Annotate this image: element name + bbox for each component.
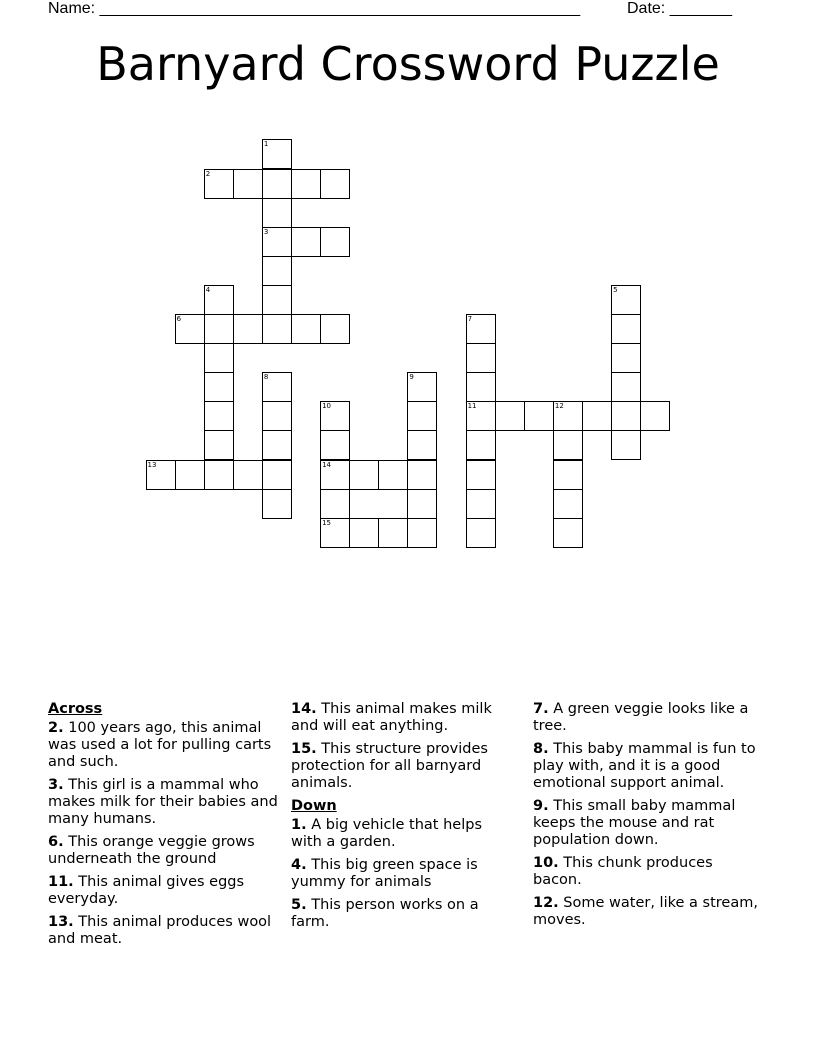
clue-number: 12 bbox=[554, 402, 564, 411]
grid-cell[interactable] bbox=[262, 256, 292, 286]
grid-cell[interactable] bbox=[611, 314, 641, 344]
across-clue-list bbox=[48, 720, 280, 948]
name-field: Name: ______________________________________________________ bbox=[48, 0, 581, 17]
grid-cell[interactable] bbox=[320, 314, 350, 344]
grid-cell[interactable] bbox=[466, 343, 496, 373]
clue-number-label: 2. bbox=[48, 720, 64, 736]
grid-cell[interactable] bbox=[466, 401, 496, 431]
grid-cell[interactable] bbox=[262, 227, 292, 257]
down-clue-list bbox=[291, 817, 517, 931]
grid-cell[interactable] bbox=[466, 518, 496, 548]
clue bbox=[48, 834, 280, 868]
clue-text: 100 years ago, this animal was used a lot for pulling carts and such. bbox=[48, 720, 272, 770]
grid-cell[interactable] bbox=[262, 372, 292, 402]
clue-number-label: 10. bbox=[533, 855, 559, 871]
clue-number-label: 6. bbox=[48, 834, 64, 850]
grid-cell[interactable] bbox=[611, 285, 641, 315]
clue-number-label: 7. bbox=[533, 701, 549, 717]
grid-cell[interactable] bbox=[262, 314, 292, 344]
clue-number: 11 bbox=[467, 402, 477, 411]
clue-text: This orange veggie grows underneath the ground bbox=[48, 834, 255, 867]
grid-cell[interactable] bbox=[611, 401, 641, 431]
grid-cell[interactable] bbox=[553, 460, 583, 490]
clue bbox=[533, 895, 763, 929]
clue-text: This structure provides protection for all barnyard animals. bbox=[291, 741, 488, 791]
grid-cell[interactable] bbox=[378, 518, 408, 548]
grid-cell[interactable] bbox=[407, 430, 437, 460]
grid-cell[interactable] bbox=[466, 430, 496, 460]
clue-number: 14 bbox=[322, 460, 332, 469]
clue bbox=[48, 777, 280, 828]
clue-number: 4 bbox=[205, 285, 211, 294]
clue-number: 13 bbox=[147, 460, 157, 469]
clue-number-label: 1. bbox=[291, 817, 307, 833]
grid-cell[interactable] bbox=[553, 401, 583, 431]
grid-cell[interactable] bbox=[204, 430, 234, 460]
grid-cell[interactable] bbox=[262, 198, 292, 228]
clue-number-label: 15. bbox=[291, 741, 317, 757]
grid-cell[interactable] bbox=[233, 460, 263, 490]
clue bbox=[291, 701, 517, 735]
clue-number-label: 9. bbox=[533, 798, 549, 814]
clue-number-label: 11. bbox=[48, 874, 74, 890]
grid-cell[interactable] bbox=[233, 169, 263, 199]
clue bbox=[533, 701, 763, 735]
clue-text: This big green space is yummy for animals bbox=[291, 857, 478, 890]
grid-cell[interactable] bbox=[233, 314, 263, 344]
clue-number: 5 bbox=[613, 285, 618, 294]
grid-cell[interactable] bbox=[291, 227, 321, 257]
clue-number-label: 4. bbox=[291, 857, 307, 873]
grid-cell[interactable] bbox=[262, 169, 292, 199]
grid-cell[interactable] bbox=[466, 372, 496, 402]
grid-cell[interactable] bbox=[553, 489, 583, 519]
clue-number: 10 bbox=[322, 402, 332, 411]
clue-number-label: 14. bbox=[291, 701, 317, 717]
clue-number-label: 13. bbox=[48, 914, 74, 930]
grid-cell[interactable] bbox=[204, 343, 234, 373]
clue-text: This animal gives eggs everyday. bbox=[48, 874, 245, 907]
grid-cell[interactable] bbox=[320, 401, 350, 431]
grid-cell[interactable] bbox=[553, 430, 583, 460]
clue bbox=[48, 874, 280, 908]
clue bbox=[291, 857, 517, 891]
clue-text: This animal produces wool and meat. bbox=[48, 914, 272, 947]
clue-number-label: 5. bbox=[291, 897, 307, 913]
clue bbox=[291, 817, 517, 851]
grid-cell[interactable] bbox=[466, 460, 496, 490]
grid-cell[interactable] bbox=[320, 430, 350, 460]
grid-cell[interactable] bbox=[204, 401, 234, 431]
grid-cell[interactable] bbox=[407, 460, 437, 490]
grid-cell[interactable] bbox=[291, 169, 321, 199]
grid-cell[interactable] bbox=[407, 372, 437, 402]
clue-number: 3 bbox=[263, 227, 269, 236]
grid-cell[interactable] bbox=[262, 460, 292, 490]
grid-cell[interactable] bbox=[204, 169, 234, 199]
clue bbox=[291, 897, 517, 931]
clue-number: 9 bbox=[409, 373, 414, 382]
grid-cell[interactable] bbox=[262, 489, 292, 519]
grid-cell[interactable] bbox=[320, 169, 350, 199]
grid-cell[interactable] bbox=[495, 401, 525, 431]
grid-cell[interactable] bbox=[320, 460, 350, 490]
grid-cell[interactable] bbox=[204, 460, 234, 490]
grid-cell[interactable] bbox=[466, 489, 496, 519]
grid-cell[interactable] bbox=[524, 401, 554, 431]
clue-text: This small baby mammal keeps the mouse and rat population down. bbox=[533, 798, 736, 848]
clue-text: A big vehicle that helps with a garden. bbox=[291, 817, 482, 850]
grid-cell[interactable] bbox=[262, 285, 292, 315]
grid-cell[interactable] bbox=[378, 460, 408, 490]
date-field: Date: _______ bbox=[627, 0, 732, 17]
grid-cell[interactable] bbox=[175, 314, 205, 344]
grid-cell[interactable] bbox=[407, 489, 437, 519]
grid-cell[interactable] bbox=[204, 372, 234, 402]
clue-number-label: 8. bbox=[533, 741, 549, 757]
clue bbox=[291, 741, 517, 792]
grid-cell[interactable] bbox=[262, 139, 292, 169]
clue-number: 1 bbox=[263, 140, 269, 149]
clue-number-label: 3. bbox=[48, 777, 64, 793]
grid-cell[interactable] bbox=[582, 401, 612, 431]
grid-cell[interactable] bbox=[262, 430, 292, 460]
clue-number: 8 bbox=[263, 373, 269, 382]
clue bbox=[48, 720, 280, 771]
clue-text: Some water, like a stream, moves. bbox=[533, 895, 758, 928]
page-title: Barnyard Crossword Puzzle bbox=[96, 37, 720, 91]
grid-cell[interactable] bbox=[320, 489, 350, 519]
grid-cell[interactable] bbox=[320, 227, 350, 257]
clue-number: 6 bbox=[176, 315, 182, 323]
down-clue-list-continued bbox=[533, 701, 763, 929]
grid-cell[interactable] bbox=[204, 285, 234, 315]
grid-cell[interactable] bbox=[640, 401, 670, 431]
clues-column-3 bbox=[533, 701, 763, 935]
clues-column-1 bbox=[48, 701, 280, 954]
grid-cell[interactable] bbox=[204, 314, 234, 344]
grid-cell[interactable] bbox=[611, 372, 641, 402]
clue-text: This animal makes milk and will eat anything. bbox=[291, 701, 492, 734]
grid-cell[interactable] bbox=[175, 460, 205, 490]
clue bbox=[533, 741, 763, 792]
grid-cell[interactable] bbox=[291, 314, 321, 344]
grid-cell[interactable] bbox=[320, 518, 350, 548]
clue bbox=[48, 914, 280, 948]
clue-text: This girl is a mammal who makes milk for their babies and many humans. bbox=[48, 777, 278, 827]
grid-cell[interactable] bbox=[262, 401, 292, 431]
grid-cell[interactable] bbox=[611, 343, 641, 373]
clue-text: This person works on a farm. bbox=[291, 897, 479, 930]
grid-cell[interactable] bbox=[349, 518, 379, 548]
across-heading: Across bbox=[48, 701, 103, 717]
grid-cell[interactable] bbox=[146, 460, 176, 490]
grid-cell[interactable] bbox=[466, 314, 496, 344]
clue bbox=[533, 855, 763, 889]
clue-text: This baby mammal is fun to play with, and it is a good emotional support animal. bbox=[533, 741, 756, 791]
grid-cell[interactable] bbox=[553, 518, 583, 548]
clue bbox=[533, 798, 763, 849]
clue-text: This chunk produces bacon. bbox=[533, 855, 713, 888]
clues-column-2 bbox=[291, 701, 517, 937]
clue-number-label: 12. bbox=[533, 895, 559, 911]
clue-number: 15 bbox=[322, 518, 332, 527]
grid-cell[interactable] bbox=[407, 401, 437, 431]
clue-number: 7 bbox=[467, 315, 473, 323]
grid-cell[interactable] bbox=[407, 518, 437, 548]
clue-number: 2 bbox=[205, 169, 211, 178]
grid-cell[interactable] bbox=[349, 460, 379, 490]
grid-cell[interactable] bbox=[611, 430, 641, 460]
across-clue-list-continued bbox=[291, 701, 517, 792]
clue-text: A green veggie looks like a tree. bbox=[533, 701, 749, 734]
down-heading: Down bbox=[291, 798, 337, 814]
